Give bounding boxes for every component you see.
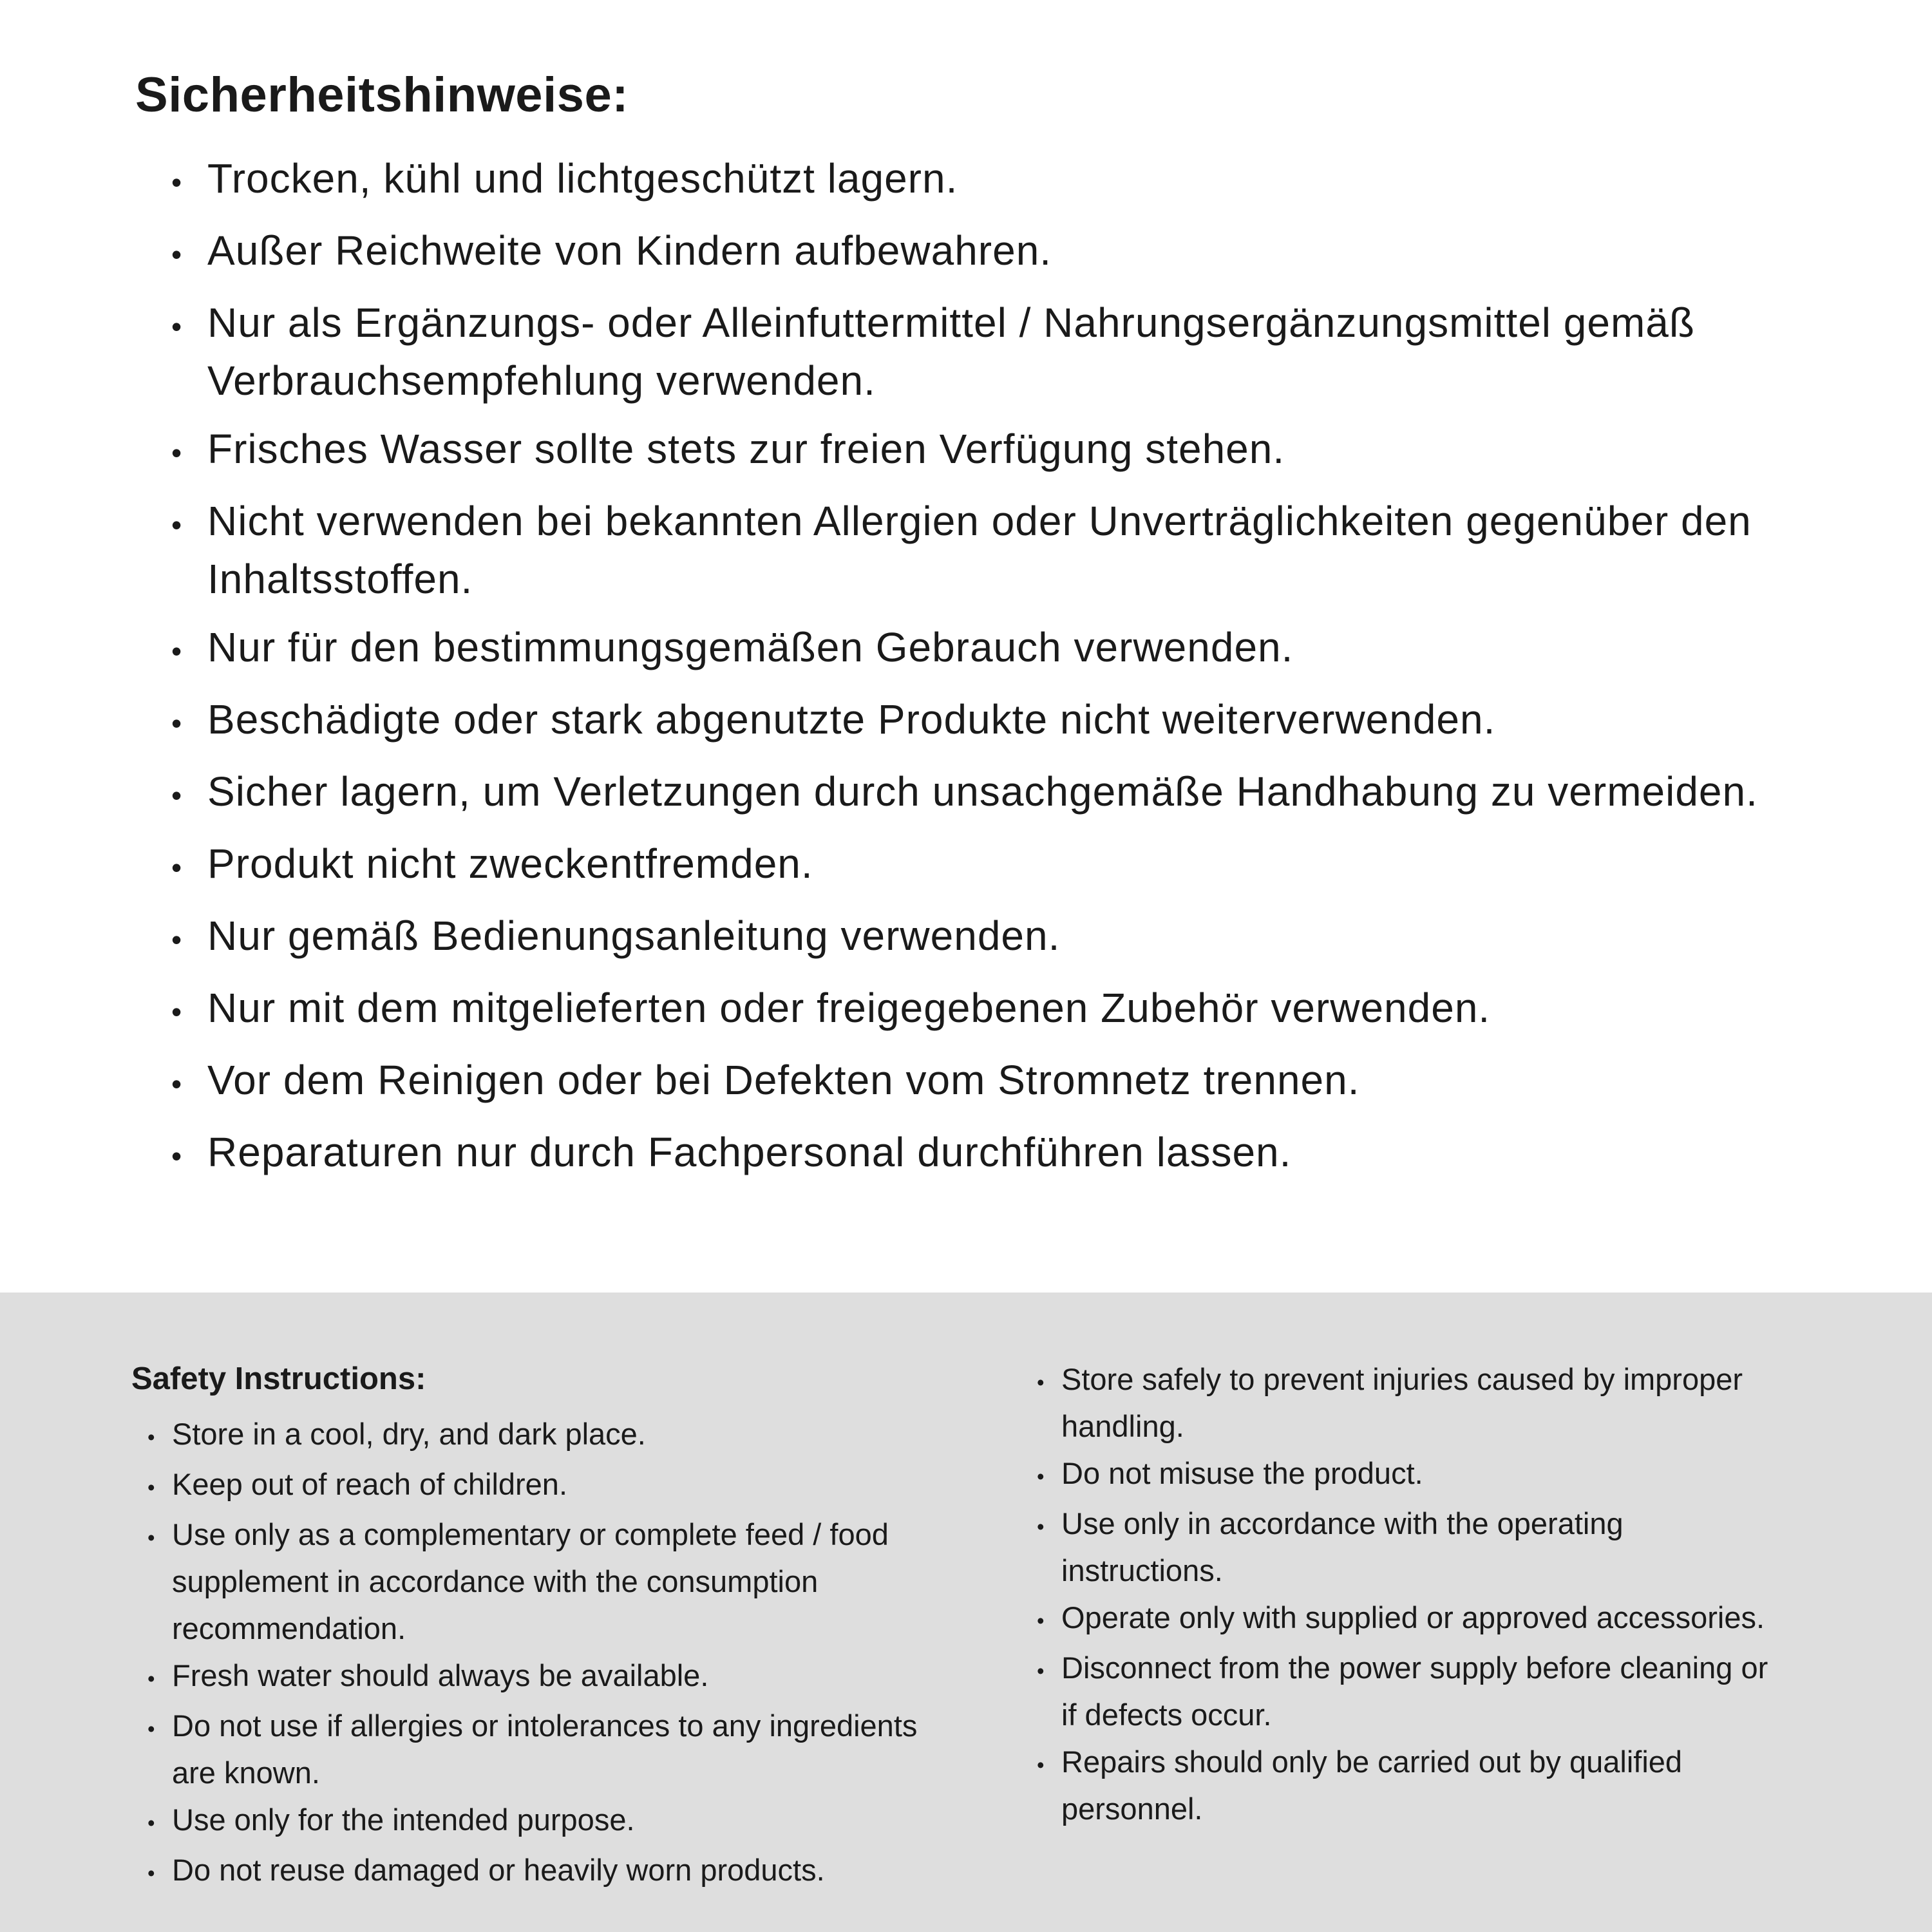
german-list-item-text: Nur für den bestimmungsgemäßen Gebrauch verwenden. — [207, 624, 1294, 670]
english-list-item-text: Operate only with supplied or approved accessories. — [1061, 1600, 1765, 1634]
german-list-item — [171, 492, 1820, 608]
english-list-item-text: Repairs should only be carried out by qualified personnel. — [1061, 1745, 1683, 1826]
english-list-item — [147, 1511, 930, 1652]
english-list-item — [1037, 1594, 1786, 1644]
german-list-item-text: Sicher lagern, um Verletzungen durch unsachgemäße Handhabung zu vermeiden. — [207, 768, 1758, 815]
german-list-item — [171, 690, 1820, 752]
bullet-icon: • — [1037, 1609, 1045, 1633]
bullet-icon: • — [1037, 1753, 1045, 1777]
bullet-icon: • — [171, 995, 183, 1028]
german-list-item-text: Nur mit dem mitgelieferten oder freigegebenen Zubehör verwenden. — [207, 985, 1491, 1031]
english-list-item — [147, 1652, 930, 1702]
english-list-item — [147, 1796, 930, 1846]
german-list-item — [171, 294, 1820, 410]
bullet-icon: • — [1037, 1515, 1045, 1539]
bullet-icon: • — [171, 634, 183, 668]
german-list-item — [171, 420, 1820, 482]
english-list-item-text: Use only for the intended purpose. — [172, 1803, 635, 1837]
english-list-item — [147, 1846, 930, 1897]
bullet-icon: • — [171, 166, 183, 199]
german-list-item — [171, 1051, 1820, 1113]
german-list-item — [171, 907, 1820, 969]
bullet-icon: • — [171, 238, 183, 271]
bullet-icon: • — [171, 436, 183, 469]
english-section — [0, 1293, 1932, 1932]
bullet-icon: • — [147, 1811, 155, 1835]
english-right-column — [1037, 1356, 1786, 1832]
english-two-column-layout — [131, 1356, 1887, 1897]
german-list-item-text: Produkt nicht zweckentfremden. — [207, 840, 813, 887]
german-instructions-list — [171, 149, 1820, 1185]
english-instructions-list-right — [1037, 1356, 1786, 1832]
bullet-icon: • — [1037, 1370, 1045, 1394]
bullet-icon: • — [147, 1717, 155, 1741]
german-list-item — [171, 149, 1820, 211]
german-list-item — [171, 762, 1820, 824]
bullet-icon: • — [147, 1475, 155, 1499]
english-list-item — [147, 1461, 930, 1511]
english-list-item — [1037, 1644, 1786, 1738]
bullet-icon: • — [171, 310, 183, 343]
german-list-item-text: Außer Reichweite von Kindern aufbewahren. — [207, 227, 1052, 274]
german-list-item-text: Vor dem Reinigen oder bei Defekten vom Stromnetz trennen. — [207, 1057, 1360, 1103]
english-title: Safety Instructions: — [131, 1361, 426, 1396]
english-list-item-text: Do not reuse damaged or heavily worn products. — [172, 1853, 825, 1887]
bullet-icon: • — [147, 1861, 155, 1885]
bullet-icon: • — [171, 508, 183, 542]
english-list-item-text: Store in a cool, dry, and dark place. — [172, 1417, 646, 1451]
german-list-item-text: Nicht verwenden bei bekannten Allergien oder Unverträglichkeiten gegenüber den Inhaltsstoffen. — [207, 498, 1752, 602]
english-list-item-text: Store safely to prevent injuries caused by improper handling. — [1061, 1362, 1743, 1443]
german-list-item-text: Reparaturen nur durch Fachpersonal durchführen lassen. — [207, 1129, 1292, 1175]
english-list-item — [1037, 1450, 1786, 1500]
english-list-item — [1037, 1738, 1786, 1832]
german-list-item-text: Frisches Wasser sollte stets zur freien Verfügung stehen. — [207, 426, 1285, 472]
bullet-icon: • — [1037, 1659, 1045, 1683]
english-list-item — [1037, 1500, 1786, 1594]
english-list-item — [147, 1702, 930, 1796]
english-list-item — [147, 1410, 930, 1461]
bullet-icon: • — [171, 779, 183, 812]
german-list-item — [171, 1123, 1820, 1185]
english-left-column — [131, 1356, 930, 1897]
german-list-item — [171, 222, 1820, 283]
german-list-item-text: Nur gemäß Bedienungsanleitung verwenden. — [207, 913, 1061, 959]
bullet-icon: • — [171, 706, 183, 740]
german-list-item-text: Nur als Ergänzungs- oder Alleinfuttermittel / Nahrungsergänzungsmittel gemäß Verbrauchsempfehlung verwenden. — [207, 299, 1695, 404]
german-title: Sicherheitshinweise: — [135, 68, 629, 122]
english-list-item — [1037, 1356, 1786, 1450]
bullet-icon: • — [171, 923, 183, 956]
english-list-item-text: Do not use if allergies or intolerances to any ingredients are known. — [172, 1709, 918, 1790]
bullet-icon: • — [147, 1425, 155, 1449]
german-list-item-text: Trocken, kühl und lichtgeschützt lagern. — [207, 155, 958, 202]
english-list-item-text: Use only as a complementary or complete feed / food supplement in accordance with the consumption recommendation. — [172, 1517, 889, 1645]
english-list-item-text: Disconnect from the power supply before cleaning or if defects occur. — [1061, 1651, 1768, 1732]
bullet-icon: • — [1037, 1464, 1045, 1488]
bullet-icon: • — [171, 851, 183, 884]
english-list-item-text: Fresh water should always be available. — [172, 1658, 709, 1692]
english-list-item-text: Use only in accordance with the operating instructions. — [1061, 1506, 1624, 1587]
bullet-icon: • — [147, 1526, 155, 1549]
german-list-item — [171, 835, 1820, 896]
bullet-icon: • — [147, 1667, 155, 1690]
bullet-icon: • — [171, 1139, 183, 1173]
english-list-item-text: Keep out of reach of children. — [172, 1467, 568, 1501]
english-list-item-text: Do not misuse the product. — [1061, 1456, 1423, 1490]
bullet-icon: • — [171, 1067, 183, 1101]
german-list-item-text: Beschädigte oder stark abgenutzte Produkte nicht weiterverwenden. — [207, 696, 1496, 743]
german-list-item — [171, 618, 1820, 680]
german-list-item — [171, 979, 1820, 1041]
english-instructions-list-left — [131, 1410, 930, 1897]
